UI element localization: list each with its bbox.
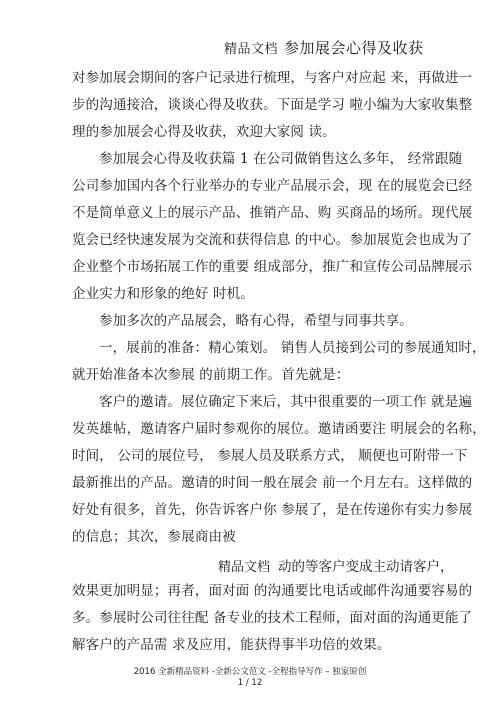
page-break-label: 精品文档 (218, 560, 271, 575)
text-line: 参加多次的产品展会，略有心得，希望与同事共享。 (99, 313, 413, 329)
text-line: 企业实力和形象的绝好 时机。 (72, 286, 254, 302)
text-line: 最新推出的产品。邀请的时间一般在展会 前一个月左右。这样做的 (72, 475, 473, 491)
header-label: 精品文档 (224, 42, 279, 57)
footer-note: 2016 全新精品资料 -全新公文范文 -全程指导写作 – 独家原创 (133, 667, 367, 677)
text-line: 览会已经快速发展为交流和获得信息 的中心。参加展览会也成为了 (72, 232, 473, 248)
text-line: 理的参加展会心得及收获，欢迎大家阅 读。 (72, 124, 336, 140)
text-line: 客户的邀请。展位确定下来后，其中很重要的一项工作 就是遍 (99, 394, 472, 410)
page-title (224, 37, 424, 58)
text-line: 参加展会心得及收获篇 1 在公司做销售这么多年， 经常跟随 (99, 151, 463, 167)
text-line: 好处有很多，首先，你告诉客户你 参展了，是在传递你有实力参展 (72, 502, 473, 518)
text-line: 不是简单意义上的展示产品、推销产品、购 买商品的场所。现代展 (72, 205, 473, 221)
text-line: 多。参展时公司往往配 备专业的技术工程师，面对面的沟通更能了 (72, 610, 473, 626)
text-line: 企业整个市场拓展工作的重要 组成部分，推广和宣传公司品牌展示 (72, 259, 473, 275)
header-title-text: 参加展会心得及收获 (284, 39, 424, 57)
text-line: 一，展前的准备：精心策划。 销售人员接到公司的参展通知时， (99, 340, 486, 356)
page-break-header (218, 555, 454, 575)
text-line: 发英雄帖，邀请客户届时参观你的展位。邀请函要注 明展会的名称， (72, 421, 486, 437)
text-line: 公司参加国内各个行业举办的专业产品展示会，现 在的展览会已经 (72, 178, 473, 194)
text-line: 效果更加明显；再者，面对面 的沟通要比电话或邮件沟通要容易的 (72, 583, 473, 599)
text-line: 对参加展会期间的客户记录进行梳理，与客户对应起 来，再做进一 (72, 70, 473, 86)
text-line: 时间， 公司的展位号， 参展人员及联系方式， 顺便也可附带一下 (72, 448, 468, 464)
page-break-text: 动的等客户变成主动请客户， (278, 559, 454, 575)
text-line: 步的沟通接洽，谈谈心得及收获。下面是学习 啦小编为大家收集整 (72, 97, 473, 113)
text-line: 的信息；其次，参展商由被 (72, 529, 236, 545)
text-line: 就开始准备本次参展 的前期工作。首先就是： (72, 367, 350, 383)
text-line: 解客户的产品需 求及应用，能获得事半功倍的效果。 (72, 637, 391, 653)
page-number: 1 / 12 (237, 678, 263, 688)
